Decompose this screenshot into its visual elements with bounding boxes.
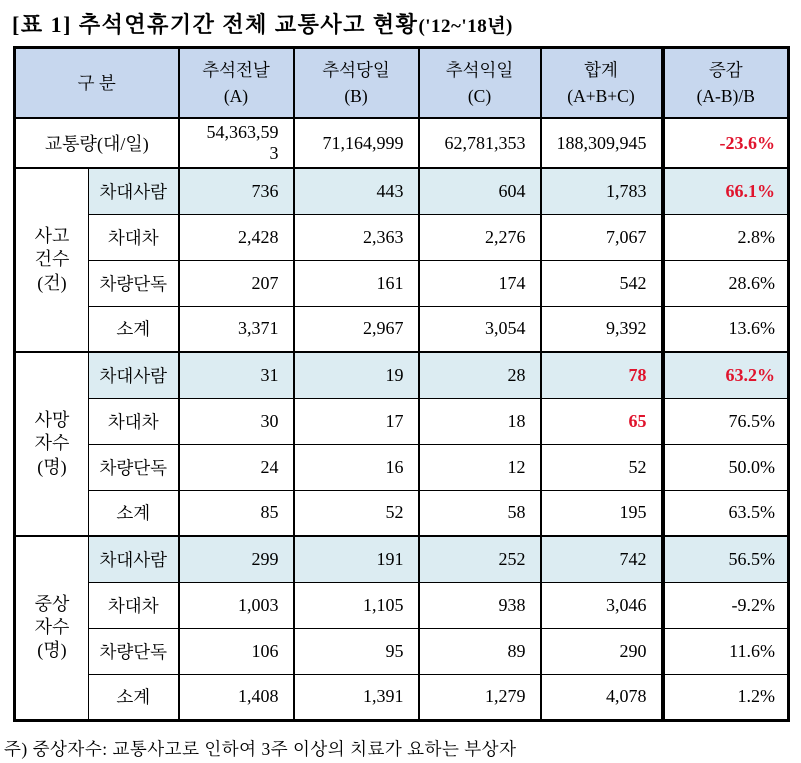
header-col-b-line2: (B) xyxy=(344,86,368,106)
row-label-cell: 소계 xyxy=(89,306,179,352)
value-cell: 299 xyxy=(179,536,294,582)
value-cell: 71,164,999 xyxy=(294,118,419,168)
change-cell: 13.6% xyxy=(663,306,789,352)
change-cell: -23.6% xyxy=(663,118,789,168)
table-row xyxy=(15,398,789,444)
table-row xyxy=(15,490,789,536)
value-cell: 443 xyxy=(294,168,419,214)
value-cell: 54,363,59 3 xyxy=(179,118,294,168)
value-cell: 24 xyxy=(179,444,294,490)
value-cell: 3,046 xyxy=(541,582,663,628)
value-cell: 1,391 xyxy=(294,674,419,720)
value-cell: 4,078 xyxy=(541,674,663,720)
value-cell: 290 xyxy=(541,628,663,674)
value-cell: 19 xyxy=(294,352,419,398)
row-label-cell: 차대차 xyxy=(89,398,179,444)
value-cell: 106 xyxy=(179,628,294,674)
table-row xyxy=(15,674,789,720)
row-label-cell: 차량단독 xyxy=(89,628,179,674)
table-row xyxy=(15,168,789,214)
change-cell: -9.2% xyxy=(663,582,789,628)
value-cell: 17 xyxy=(294,398,419,444)
table-row xyxy=(15,582,789,628)
value-cell: 2,967 xyxy=(294,306,419,352)
value-cell: 161 xyxy=(294,260,419,306)
value-cell: 31 xyxy=(179,352,294,398)
value-cell: 1,408 xyxy=(179,674,294,720)
header-col-total-line2: (A+B+C) xyxy=(567,86,635,106)
table-row xyxy=(15,352,789,398)
row-label-cell: 소계 xyxy=(89,674,179,720)
header-col-total xyxy=(541,48,663,119)
row-label-cell: 차대사람 xyxy=(89,352,179,398)
value-cell: 58 xyxy=(419,490,541,536)
header-col-change-line1: 증감 xyxy=(708,59,743,80)
value-cell: 16 xyxy=(294,444,419,490)
value-cell: 938 xyxy=(419,582,541,628)
table-row xyxy=(15,444,789,490)
page-title xyxy=(0,0,801,39)
value-cell: 78 xyxy=(541,352,663,398)
value-cell: 1,105 xyxy=(294,582,419,628)
header-col-a-line1: 추석전날 xyxy=(202,59,270,80)
row-label-cell: 차량단독 xyxy=(89,444,179,490)
row-label-cell: 차대차 xyxy=(89,582,179,628)
value-cell: 18 xyxy=(419,398,541,444)
header-col-c-line2: (C) xyxy=(467,86,492,106)
row-label-cell: 차량단독 xyxy=(89,260,179,306)
value-cell: 1,783 xyxy=(541,168,663,214)
header-col-change xyxy=(663,48,789,119)
row-label-cell: 차대차 xyxy=(89,214,179,260)
value-cell: 3,054 xyxy=(419,306,541,352)
header-col-c-line1: 추석익일 xyxy=(445,59,514,80)
change-cell: 63.2% xyxy=(663,352,789,398)
value-cell: 188,309,945 xyxy=(541,118,663,168)
header-col-change-line2: (A-B)/B xyxy=(696,86,755,106)
change-cell: 76.5% xyxy=(663,398,789,444)
value-cell: 736 xyxy=(179,168,294,214)
value-cell: 604 xyxy=(419,168,541,214)
table-row xyxy=(15,260,789,306)
group-label-cell: 중상 자수 (명) xyxy=(15,536,89,720)
change-cell: 2.8% xyxy=(663,214,789,260)
header-col-c xyxy=(419,48,541,119)
row-label-cell: 소계 xyxy=(89,490,179,536)
header-col-b xyxy=(294,48,419,119)
value-cell: 12 xyxy=(419,444,541,490)
value-cell: 3,371 xyxy=(179,306,294,352)
value-cell: 62,781,353 xyxy=(419,118,541,168)
value-cell: 1,279 xyxy=(419,674,541,720)
change-cell: 11.6% xyxy=(663,628,789,674)
header-category: 구 분 xyxy=(15,48,179,119)
table-row xyxy=(15,628,789,674)
value-cell: 742 xyxy=(541,536,663,582)
change-cell: 1.2% xyxy=(663,674,789,720)
value-cell: 174 xyxy=(419,260,541,306)
value-cell: 1,003 xyxy=(179,582,294,628)
value-cell: 9,392 xyxy=(541,306,663,352)
group-label-cell: 사망 자수 (명) xyxy=(15,352,89,536)
value-cell: 542 xyxy=(541,260,663,306)
row-label-cell: 차대사람 xyxy=(89,168,179,214)
value-cell: 89 xyxy=(419,628,541,674)
value-cell: 52 xyxy=(294,490,419,536)
header-col-b-line1: 추석당일 xyxy=(322,59,390,80)
header-col-a-line2: (A) xyxy=(223,86,249,106)
change-cell: 63.5% xyxy=(663,490,789,536)
title-main: [표 1] 추석연휴기간 전체 교통사고 현황 xyxy=(12,12,419,37)
header-col-a xyxy=(179,48,294,119)
footnote: 주) 중상자수: 교통사고로 인하여 3주 이상의 치료가 요하는 부상자 xyxy=(4,738,517,759)
value-cell: 52 xyxy=(541,444,663,490)
value-cell: 2,363 xyxy=(294,214,419,260)
value-cell: 85 xyxy=(179,490,294,536)
traffic-label-cell: 교통량(대/일) xyxy=(15,118,179,168)
value-cell: 252 xyxy=(419,536,541,582)
value-cell: 95 xyxy=(294,628,419,674)
value-cell: 7,067 xyxy=(541,214,663,260)
header-col-total-line1: 합계 xyxy=(584,59,618,80)
table-row xyxy=(15,536,789,582)
value-cell: 2,276 xyxy=(419,214,541,260)
title-period: ('12~'18년) xyxy=(418,16,513,37)
value-cell: 195 xyxy=(541,490,663,536)
row-label-cell: 차대사람 xyxy=(89,536,179,582)
change-cell: 56.5% xyxy=(663,536,789,582)
header-row xyxy=(15,48,789,119)
table-row xyxy=(15,306,789,352)
traffic-volume-row xyxy=(15,118,789,168)
value-cell: 207 xyxy=(179,260,294,306)
change-cell: 28.6% xyxy=(663,260,789,306)
change-cell: 50.0% xyxy=(663,444,789,490)
table-row xyxy=(15,214,789,260)
value-cell: 2,428 xyxy=(179,214,294,260)
change-cell: 66.1% xyxy=(663,168,789,214)
value-cell: 65 xyxy=(541,398,663,444)
group-label-cell: 사고 건수 (건) xyxy=(15,168,89,352)
traffic-accident-table xyxy=(13,46,790,722)
value-cell: 191 xyxy=(294,536,419,582)
value-cell: 30 xyxy=(179,398,294,444)
value-cell: 28 xyxy=(419,352,541,398)
